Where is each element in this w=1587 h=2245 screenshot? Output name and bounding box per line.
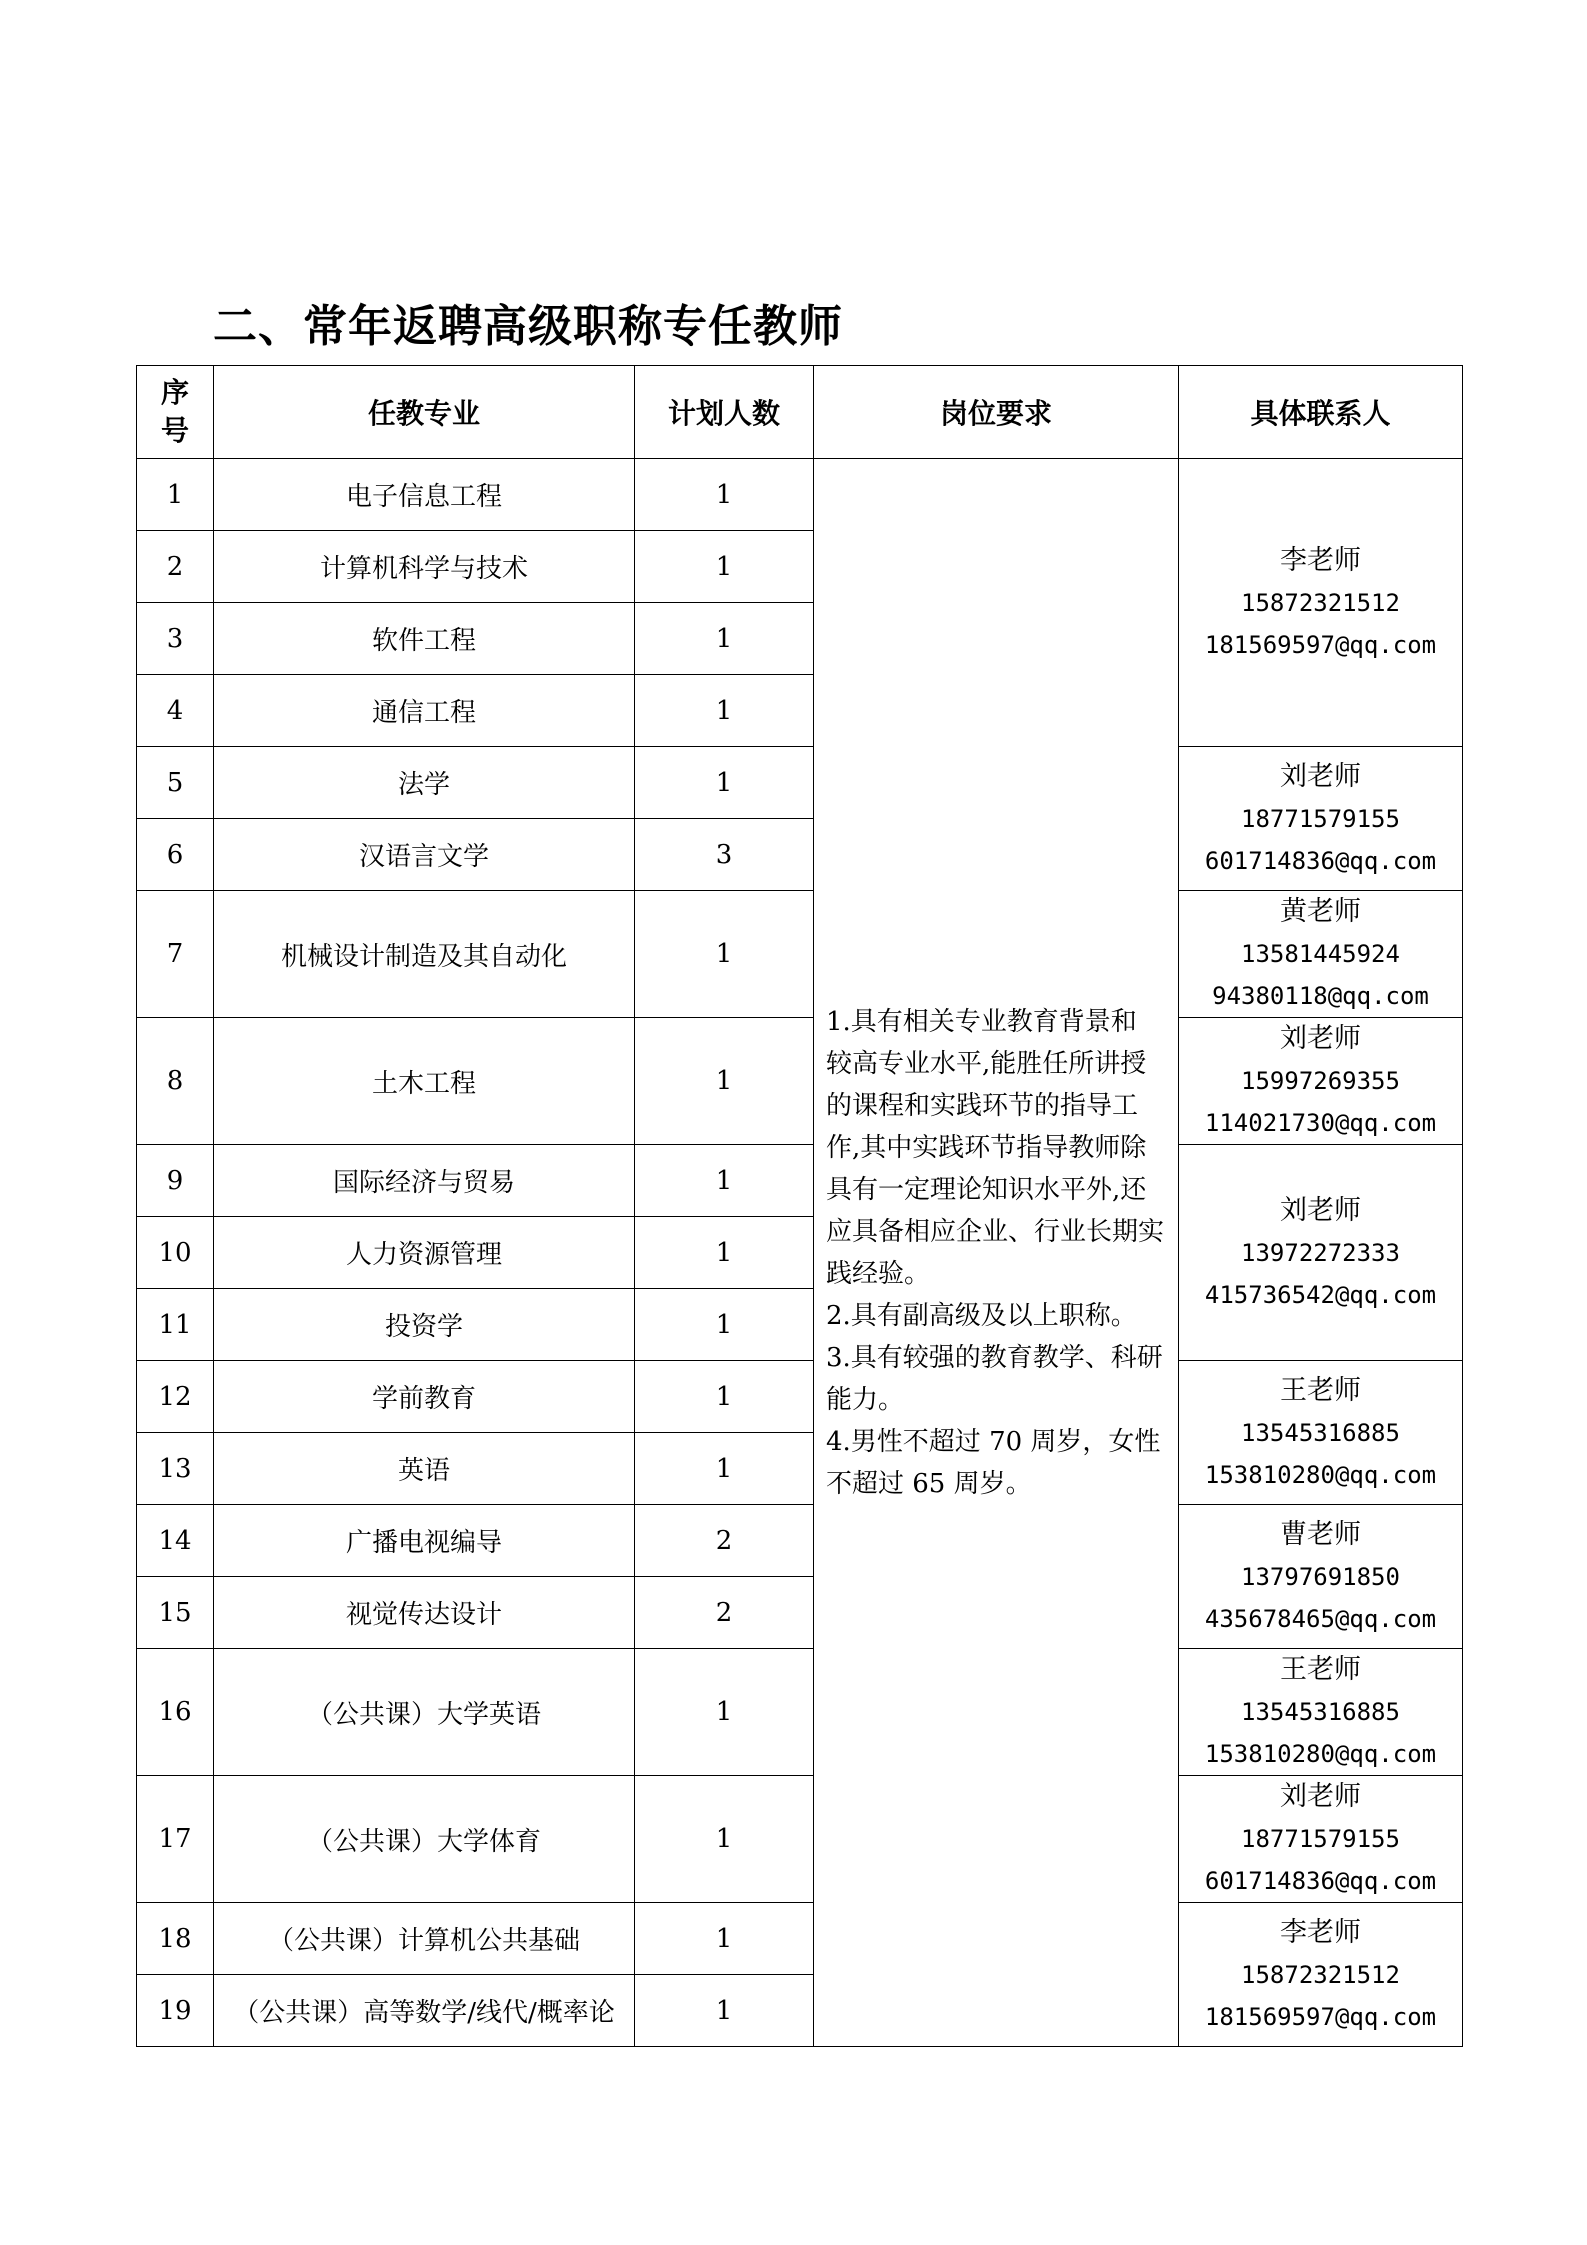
row-seq: 14 (137, 1505, 214, 1577)
row-major: 国际经济与贸易 (214, 1145, 635, 1217)
requirement-line: 3.具有较强的教育教学、科研 (826, 1342, 1163, 1373)
row-count: 1 (635, 891, 814, 1018)
requirement-line: 的课程和实践环节的指导工 (826, 1090, 1139, 1121)
row-count: 1 (635, 1217, 814, 1289)
row-count: 1 (635, 1361, 814, 1433)
row-major: 英语 (214, 1433, 635, 1505)
row-seq: 5 (137, 747, 214, 819)
row-major: （公共课）计算机公共基础 (214, 1903, 635, 1975)
contact-phone: 13581445924 (1241, 940, 1400, 968)
contact-cell (1179, 747, 1463, 891)
row-count: 1 (635, 1776, 814, 1903)
contact-email: 94380118@qq.com (1212, 982, 1429, 1010)
row-count: 1 (635, 747, 814, 819)
contact-email: 601714836@qq.com (1204, 1867, 1437, 1895)
row-seq: 7 (137, 891, 214, 1018)
contact-phone: 13797691850 (1241, 1562, 1400, 1591)
row-seq: 16 (137, 1649, 214, 1776)
contact-name: 刘老师 (1280, 1781, 1361, 1812)
table-row (137, 747, 1463, 819)
contact-cell (1179, 1649, 1463, 1776)
row-count: 1 (635, 1649, 814, 1776)
table-row (137, 1018, 1463, 1145)
contact-email: 153810280@qq.com (1204, 1460, 1437, 1489)
contact-phone: 15872321512 (1241, 1960, 1400, 1989)
contact-cell (1179, 459, 1463, 747)
contact-name: 刘老师 (1280, 1194, 1361, 1226)
row-seq: 15 (137, 1577, 214, 1649)
contact-phone: 13972272333 (1241, 1238, 1400, 1267)
row-count: 1 (635, 1145, 814, 1217)
contact-email: 601714836@qq.com (1204, 846, 1437, 875)
row-major: （公共课）大学体育 (214, 1776, 635, 1903)
row-count: 1 (635, 1289, 814, 1361)
contact-phone: 18771579155 (1241, 1825, 1400, 1853)
contact-cell (1179, 1145, 1463, 1361)
header-seq-line1: 序 (160, 376, 189, 409)
table-row (137, 459, 1463, 531)
row-seq: 18 (137, 1903, 214, 1975)
row-major: 计算机科学与技术 (214, 531, 635, 603)
row-seq: 11 (137, 1289, 214, 1361)
row-major: 软件工程 (214, 603, 635, 675)
requirement-line: 较高专业水平,能胜任所讲授 (826, 1048, 1147, 1079)
row-major: 通信工程 (214, 675, 635, 747)
contact-phone: 18771579155 (1241, 804, 1400, 833)
row-seq: 10 (137, 1217, 214, 1289)
contact-cell (1179, 891, 1463, 1018)
row-count: 1 (635, 603, 814, 675)
row-seq: 13 (137, 1433, 214, 1505)
row-major: （公共课）高等数学/线代/概率论 (214, 1975, 635, 2047)
row-count: 1 (635, 1433, 814, 1505)
requirement-line: 作,其中实践环节指导教师除 (826, 1132, 1147, 1163)
row-seq: 3 (137, 603, 214, 675)
table-row (137, 891, 1463, 1018)
section-title: 二、常年返聘高级职称专任教师 (213, 301, 843, 352)
contact-phone: 13545316885 (1241, 1698, 1400, 1726)
contact-email: 181569597@qq.com (1204, 630, 1437, 659)
row-major: 土木工程 (214, 1018, 635, 1145)
contact-cell (1179, 1903, 1463, 2047)
row-seq: 19 (137, 1975, 214, 2047)
contact-email: 435678465@qq.com (1204, 1604, 1437, 1633)
row-seq: 2 (137, 531, 214, 603)
contact-name: 曹老师 (1280, 1518, 1361, 1550)
row-major: 视觉传达设计 (214, 1577, 635, 1649)
row-major: 机械设计制造及其自动化 (214, 891, 635, 1018)
header-seq (137, 366, 214, 459)
table-row (137, 1361, 1463, 1433)
row-seq: 12 (137, 1361, 214, 1433)
row-count: 1 (635, 1975, 814, 2047)
row-count: 3 (635, 819, 814, 891)
row-major: 电子信息工程 (214, 459, 635, 531)
row-count: 1 (635, 459, 814, 531)
requirement-line: 1.具有相关专业教育背景和 (826, 1006, 1137, 1037)
table-header-row (137, 366, 1463, 459)
row-major: 人力资源管理 (214, 1217, 635, 1289)
table-row (137, 1505, 1463, 1577)
contact-cell (1179, 1776, 1463, 1903)
contact-name: 黄老师 (1280, 896, 1361, 927)
header-count: 计划人数 (635, 366, 814, 459)
contact-phone: 15997269355 (1241, 1067, 1400, 1095)
contact-name: 刘老师 (1280, 760, 1361, 792)
requirement-line: 具有一定理论知识水平外,还 (826, 1174, 1147, 1205)
row-count: 1 (635, 531, 814, 603)
row-count: 1 (635, 675, 814, 747)
requirement-line: 践经验。 (826, 1258, 931, 1289)
contact-email: 114021730@qq.com (1204, 1109, 1437, 1137)
contact-phone: 15872321512 (1241, 588, 1400, 617)
row-major: （公共课）大学英语 (214, 1649, 635, 1776)
row-count: 2 (635, 1505, 814, 1577)
row-seq: 4 (137, 675, 214, 747)
contact-name: 刘老师 (1280, 1023, 1361, 1054)
contact-name: 王老师 (1280, 1654, 1361, 1685)
table-row (137, 1776, 1463, 1903)
header-requirements: 岗位要求 (814, 366, 1179, 459)
row-major: 学前教育 (214, 1361, 635, 1433)
contact-phone: 13545316885 (1241, 1418, 1400, 1447)
contact-cell (1179, 1018, 1463, 1145)
row-seq: 1 (137, 459, 214, 531)
requirement-line: 能力。 (826, 1384, 905, 1415)
header-major: 任教专业 (214, 366, 635, 459)
contact-email: 415736542@qq.com (1204, 1280, 1437, 1309)
row-count: 1 (635, 1018, 814, 1145)
contact-email: 153810280@qq.com (1204, 1740, 1437, 1768)
requirement-line: 4.男性不超过 70 周岁，女性 (826, 1426, 1161, 1457)
row-major: 法学 (214, 747, 635, 819)
row-seq: 9 (137, 1145, 214, 1217)
recruitment-table (136, 365, 1463, 2047)
requirement-line: 不超过 65 周岁。 (826, 1468, 1032, 1499)
row-major: 汉语言文学 (214, 819, 635, 891)
requirement-line: 应具备相应企业、行业长期实 (826, 1216, 1165, 1247)
contact-cell (1179, 1505, 1463, 1649)
row-seq: 8 (137, 1018, 214, 1145)
requirements-cell (814, 459, 1179, 2047)
contact-name: 李老师 (1280, 1916, 1361, 1948)
contact-cell (1179, 1361, 1463, 1505)
row-major: 广播电视编导 (214, 1505, 635, 1577)
header-contact: 具体联系人 (1179, 366, 1463, 459)
contact-email: 181569597@qq.com (1204, 2002, 1437, 2031)
contact-name: 王老师 (1280, 1374, 1361, 1406)
table-row (137, 1145, 1463, 1217)
requirement-line: 2.具有副高级及以上职称。 (826, 1300, 1137, 1331)
row-count: 2 (635, 1577, 814, 1649)
row-seq: 17 (137, 1776, 214, 1903)
row-seq: 6 (137, 819, 214, 891)
row-major: 投资学 (214, 1289, 635, 1361)
contact-name: 李老师 (1280, 544, 1361, 576)
table-row (137, 1903, 1463, 1975)
table-row (137, 1649, 1463, 1776)
row-count: 1 (635, 1903, 814, 1975)
header-seq-line2: 号 (160, 414, 189, 447)
